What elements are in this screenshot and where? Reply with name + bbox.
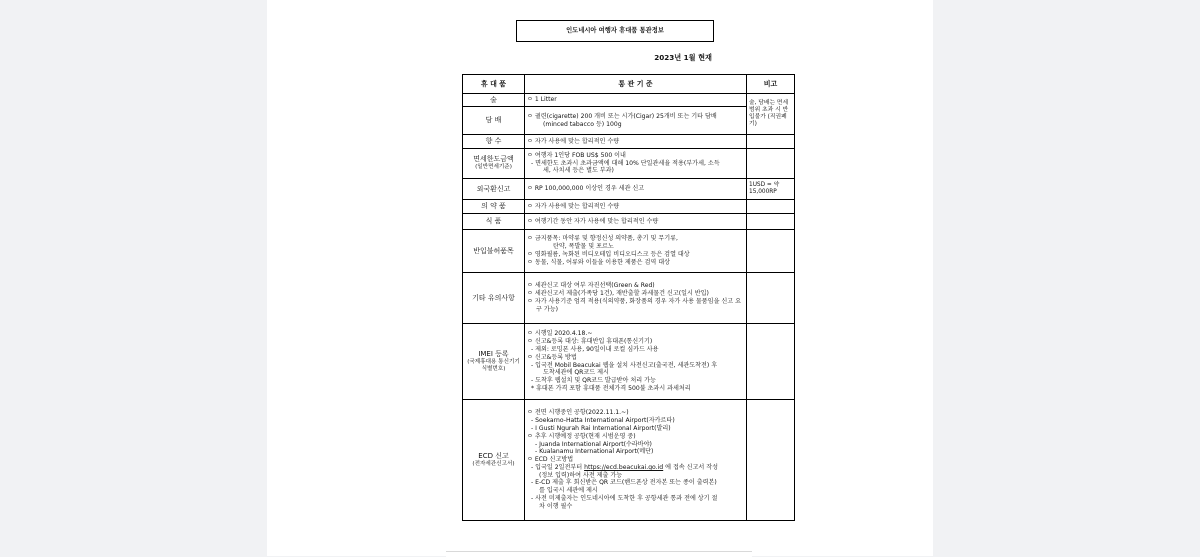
row-perfume [463,135,795,149]
note-exchange-rate: 1USD = 약 15,000RP [747,179,795,200]
document-date: 2023년 1월 현재 [654,53,712,62]
rule-line: - 제외: 로밍폰 사용, 90일이내 로컬 심카드 사용 [531,345,659,353]
row-tobacco [463,107,795,135]
rule-line: 도착세관에 QR코드 제시 [543,369,609,377]
customs-table [462,74,795,521]
header-item: 휴 대 품 [463,75,525,94]
row-liquor [463,94,795,107]
table-header-row [463,75,795,94]
rule-line: - 입국전 Mobil Beacukai 웹을 설치 사전신고(출국전, 세관도착전) 후 [531,361,718,369]
header-note: 비고 [747,75,795,94]
row-medicine [463,200,795,214]
category-ecd-sub: (전자세관신고서) [472,460,515,467]
rule-line: - 면세한도 초과시 초과금액에 대해 10% 단일관세율 적용(부가세, 소득 [531,159,720,167]
rule-line: ㅇ 신고&등록 대상: 휴대반입 휴대폰(통신기기) [527,338,653,346]
rule-line: - E-CD 제출 후 회신받은 QR 코드(핸드폰상 전자본 또는 종이 출력본) [531,479,717,487]
rule-line: 세, 사치세 등은 별도 부과) [543,167,614,175]
rule-line: - Soekarno-Hatta International Airport(자카르타) [531,417,675,425]
document-title: 인도네시아 여행자 휴대품 통관정보 [516,20,714,42]
rule-line: 를 입국시 세관에 제시 [539,487,598,495]
rule-line: ㅇ 자가 사용에 맞는 합리적인 수량 [527,137,620,145]
rule-line: - 입국일 2일전부터 [531,463,583,471]
rule-line: - Kualanamu International Airport(메단) [535,448,654,456]
rule-line: ㅇ 세관신고서 제출(가족당 1건), 재반출할 과세물건 신고(일시 반입) [527,290,709,298]
category-imei-sub: (국제휴대용 통신기기 식별번호) [467,358,520,372]
row-exemption [463,149,795,179]
rule-line: ㅇ 시행일 2020.4.18.~ [527,330,593,338]
rule-line: 차 이행 필수 [539,502,573,510]
rule-line: - 사전 미제출자는 인도네시아에 도착한 후 공항세관 통과 전에 상기 절 [531,495,718,503]
category-perfume: 향 수 [463,135,525,149]
row-ecd [463,400,795,521]
category-ecd: ECD 신고 [478,451,509,460]
rule-line: (minced tabacco 등) 100g [543,120,622,128]
rule-line: ㅇ 세관신고 대상 여부 자진선택(Green & Red) [527,282,655,290]
row-other [463,273,795,324]
rule-line: * 휴대폰 가격 포함 휴대품 전체가격 500불 초과시 과세처리 [531,384,691,392]
next-page-edge [446,551,752,557]
row-prohibited [463,230,795,273]
rule-line: - Juanda International Airport(수라바야) [535,440,652,448]
category-other: 기타 유의사항 [463,273,525,324]
rule-line: ㅇ 여행자 1인당 FOB US$ 500 이내 [527,151,626,159]
row-currency [463,179,795,200]
category-tobacco: 담 배 [463,107,525,135]
note-duty-free: 술, 담배는 면세범위 초과 시 반입불가 (직권폐기) [747,94,795,135]
category-prohibited: 반입불허품목 [463,230,525,273]
category-exemption: 면세한도금액 [473,155,514,164]
category-imei: IMEI 등록 [478,349,509,358]
rule-line: ㅇ 영화필름, 녹화된 비디오테입 비디오디스크 등은 검열 대상 [527,251,690,258]
rule-line: - I Gusti Ngurah Rai International Airport(발리) [531,424,671,432]
rule-line: ㅇ 여행기간 동안 자가 사용에 맞는 합리적인 수량 [527,217,659,225]
rule-line: ㅇ 전면 시행중인 공항(2022.11.1.~) [527,409,629,417]
header-criteria: 통 관 기 준 [525,75,747,94]
rule-line: ㅇ 동물, 식물, 어류와 이들을 이용한 제품은 검역 대상 [527,258,670,266]
rule-line: ㅇ 신고&등록 방법 [527,353,577,361]
category-food: 식 품 [463,214,525,230]
document-page [267,0,933,556]
rule-line: ㅇ 금지품목: 마약류 및 향정신성 의약품, 총기 및 무기류, [527,235,678,243]
rule-line: ㅇ 자가 사용에 맞는 합리적인 수량 [527,202,620,210]
rule-line: - 도착후 웹설치 및 QR코드 발급받아 처리 가능 [531,377,656,385]
rule-line: ㅇ 자가 사용기준 엄격 적용(식의약품, 화장품의 경우 자가 사용 물품임을 신고 요구 가능) [527,298,741,313]
rule-line: ㅇ ECD 신고방법 [527,456,574,464]
rule-line: 탄약, 폭발물 및 포르노 [553,243,614,251]
category-currency: 외국환신고 [463,179,525,200]
row-imei [463,324,795,400]
rule-line: (정보 입력)하여 사전 제출 가능 [539,471,623,479]
category-medicine: 의 약 품 [463,200,525,214]
row-food [463,214,795,230]
rule-line: ㅇ 궐련(cigarette) 200 개비 또는 시가(Cigar) 25개비 또는 기타 담배 [527,112,717,120]
rule-line: 에 접속 신고서 작성 [663,463,719,471]
category-exemption-sub: (일반면세기준) [475,164,512,171]
category-liquor: 술 [463,94,525,107]
rule-line: ㅇ RP 100,000,000 이상인 경우 세관 신고 [527,185,645,193]
rule-line: ㅇ 추후 시행예정 공항(현재 시범운영 중) [527,432,636,440]
ecd-link[interactable]: https://ecd.beacukai.go.id [584,463,664,471]
rule-line: ㅇ 1 Litter [527,96,557,104]
